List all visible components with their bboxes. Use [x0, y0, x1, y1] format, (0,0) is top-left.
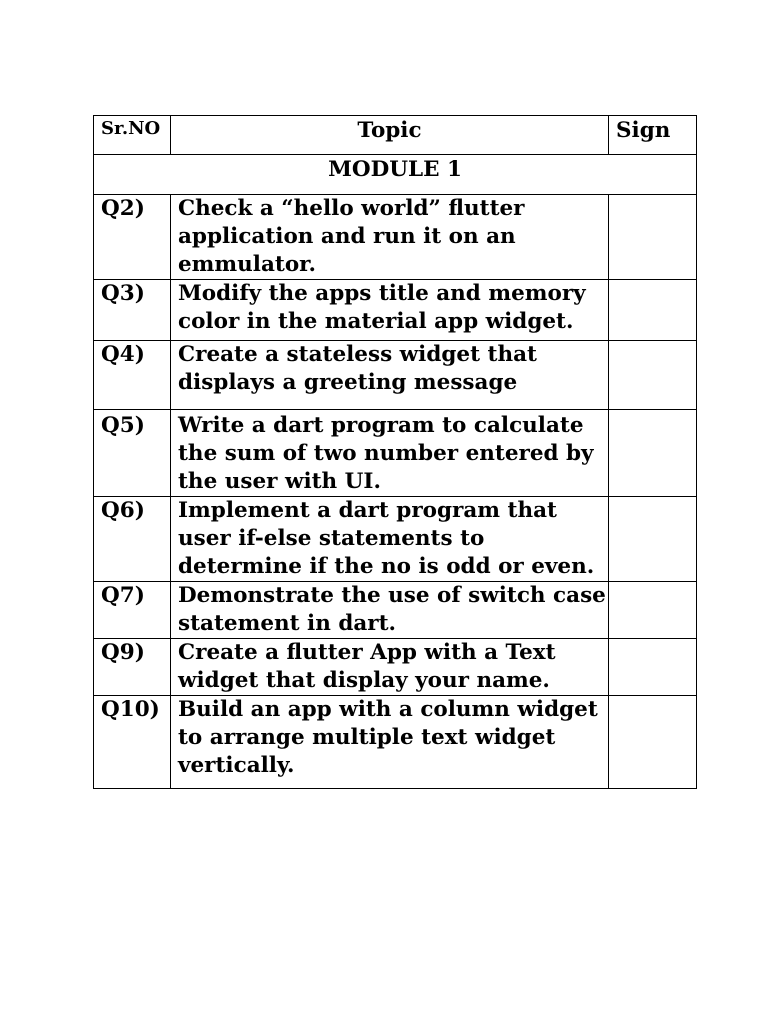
sign-cell	[609, 195, 697, 280]
table-row	[94, 195, 697, 280]
sign-cell	[609, 410, 697, 497]
sign-cell	[609, 696, 697, 789]
table-row	[94, 696, 697, 789]
practical-index-table	[93, 115, 697, 789]
question-number: Q7)	[94, 582, 171, 639]
table-row	[94, 280, 697, 341]
question-number: Q9)	[94, 639, 171, 696]
header-sign: Sign	[609, 116, 697, 155]
table-row	[94, 341, 697, 410]
question-number: Q2)	[94, 195, 171, 280]
question-number: Q6)	[94, 497, 171, 582]
question-topic: Create a stateless widget that displays a greeting message	[171, 341, 609, 410]
sign-cell	[609, 280, 697, 341]
question-topic: Modify the apps title and memory color in the material app widget.	[171, 280, 609, 341]
module-label: MODULE 1	[94, 155, 697, 195]
question-number: Q4)	[94, 341, 171, 410]
header-srno: Sr.NO	[94, 116, 171, 155]
sign-cell	[609, 341, 697, 410]
header-topic: Topic	[171, 116, 609, 155]
table-row	[94, 497, 697, 582]
table-row	[94, 410, 697, 497]
question-topic: Implement a dart program that user if-else statements to determine if the no is odd or even.	[171, 497, 609, 582]
question-topic: Demonstrate the use of switch case statement in dart.	[171, 582, 609, 639]
sign-cell	[609, 497, 697, 582]
table-row	[94, 582, 697, 639]
sign-cell	[609, 582, 697, 639]
question-topic: Build an app with a column widget to arrange multiple text widget vertically.	[171, 696, 609, 789]
module-row	[94, 155, 697, 195]
sign-cell	[609, 639, 697, 696]
question-topic: Check a “hello world” flutter application and run it on an emmulator.	[171, 195, 609, 280]
table-header-row	[94, 116, 697, 155]
table-row	[94, 639, 697, 696]
question-topic: Write a dart program to calculate the sum of two number entered by the user with UI.	[171, 410, 609, 497]
question-number: Q5)	[94, 410, 171, 497]
question-topic: Create a flutter App with a Text widget that display your name.	[171, 639, 609, 696]
question-number: Q3)	[94, 280, 171, 341]
question-number: Q10)	[94, 696, 171, 789]
